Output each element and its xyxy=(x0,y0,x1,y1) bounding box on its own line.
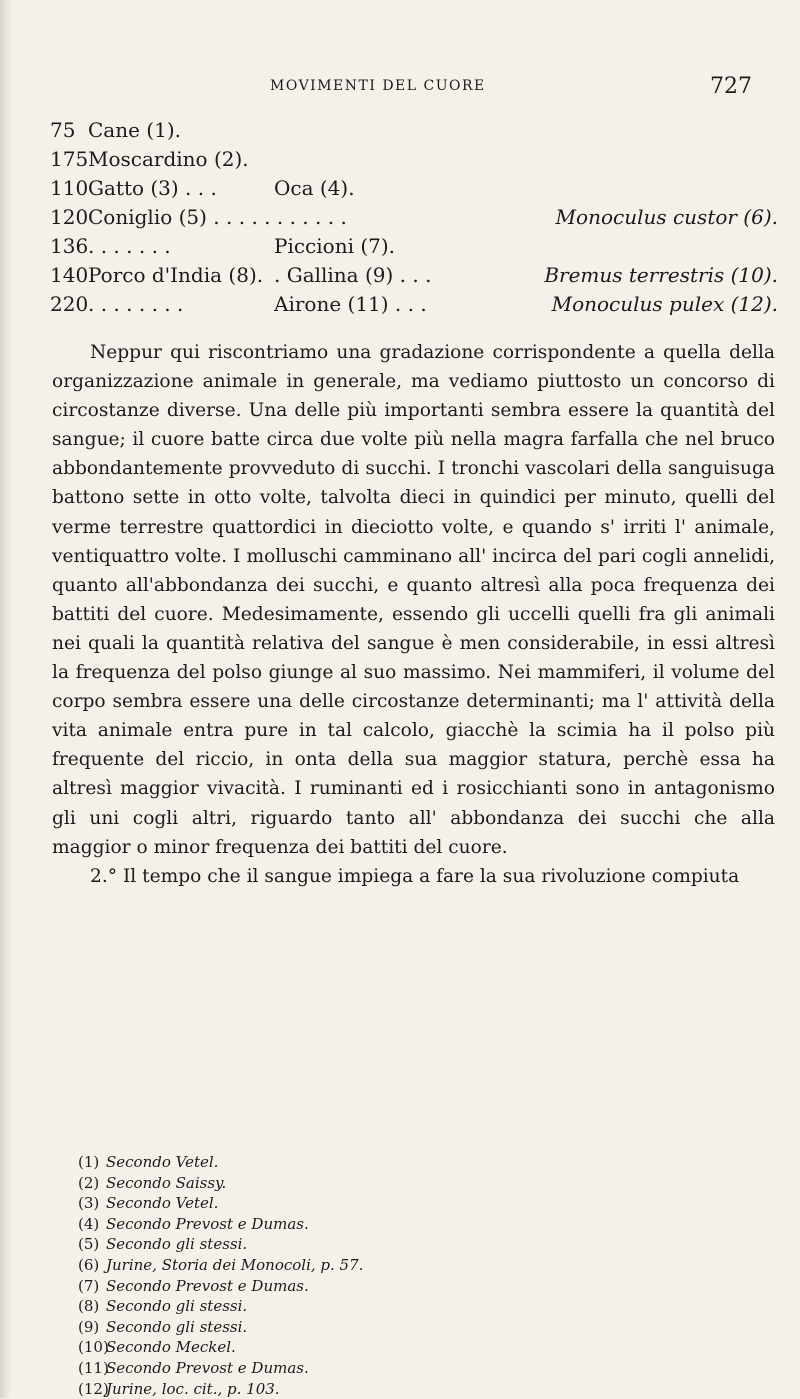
footnote-number: (2) xyxy=(78,1173,100,1192)
footnote-number: (7) xyxy=(78,1276,100,1295)
footnote-text: Secondo gli stessi. xyxy=(106,1317,248,1336)
footnote xyxy=(78,1296,678,1317)
table-row xyxy=(50,118,780,147)
footnote-text: Secondo Prevost e Dumas. xyxy=(106,1276,309,1295)
beats-value: 220 xyxy=(50,292,89,316)
footnote xyxy=(78,1214,678,1235)
footnote-number: (11) xyxy=(78,1358,109,1377)
page-gutter-shadow xyxy=(0,0,12,1398)
footnote xyxy=(78,1152,678,1173)
footnote xyxy=(78,1358,678,1379)
footnote-number: (4) xyxy=(78,1214,100,1233)
footnote-number: (12) xyxy=(78,1379,109,1398)
footnote-number: (6) xyxy=(78,1255,100,1274)
footnote xyxy=(78,1317,678,1338)
footnote xyxy=(78,1193,678,1214)
footnote-number: (3) xyxy=(78,1194,100,1213)
table-row xyxy=(50,263,780,292)
footnote-number: (1) xyxy=(78,1153,100,1171)
footnote xyxy=(78,1255,678,1276)
beats-value: 175 xyxy=(50,147,89,171)
footnote-number: (10) xyxy=(78,1338,109,1357)
footnote-text: Secondo Prevost e Dumas. xyxy=(106,1214,309,1233)
animal-name: Oca (4). xyxy=(274,176,355,200)
animal-name: Monoculus custor (6). xyxy=(555,205,778,229)
animal-name: . . . . . . . . xyxy=(88,292,184,316)
pulse-rate-table xyxy=(50,118,780,321)
animal-name: Moscardino (2). xyxy=(88,147,249,171)
body-text xyxy=(52,338,775,891)
footnote-number: (8) xyxy=(78,1297,100,1316)
running-head: MOVIMENTI DEL CUORE xyxy=(270,78,486,94)
animal-name: Coniglio (5) . . . . . . . . . . . xyxy=(88,205,347,229)
table-row xyxy=(50,292,780,321)
footnote xyxy=(78,1337,678,1358)
page-header xyxy=(0,74,800,102)
footnote-text: Secondo gli stessi. xyxy=(106,1235,248,1254)
footnotes xyxy=(78,1152,678,1399)
beats-value: 136 xyxy=(50,234,89,258)
footnote-text: Secondo Prevost e Dumas. xyxy=(106,1358,309,1377)
footnote-text: Secondo Saissy. xyxy=(106,1173,227,1192)
table-row xyxy=(50,234,780,263)
animal-name: Bremus terrestris (10). xyxy=(544,263,778,287)
beats-value: 120 xyxy=(50,205,89,229)
animal-name: Monoculus pulex (12). xyxy=(551,292,778,316)
animal-name: . Gallina (9) . . . xyxy=(274,263,432,287)
footnote-text: Secondo Meckel. xyxy=(106,1338,236,1357)
footnote-text: Jurine, Storia dei Monocoli, p. 57. xyxy=(106,1255,364,1274)
footnote-number: (9) xyxy=(78,1317,100,1336)
animal-name: Cane (1). xyxy=(88,118,181,142)
animal-name: Airone (11) . . . xyxy=(274,292,427,316)
beats-value: 140 xyxy=(50,263,89,287)
footnote-number: (5) xyxy=(78,1235,100,1254)
footnote xyxy=(78,1234,678,1255)
footnote xyxy=(78,1276,678,1297)
table-row xyxy=(50,205,780,234)
footnote xyxy=(78,1379,678,1399)
paragraph: 2.° Il tempo che il sangue impiega a fare la sua rivoluzione compiuta xyxy=(90,865,740,887)
animal-name: Porco d'India (8). xyxy=(88,263,264,287)
footnote-text: Secondo Vetel. xyxy=(106,1194,219,1213)
paragraph: Neppur qui riscontriamo una gradazione corrispondente a quella della organizzazione animale in generale, ma vediamo piuttosto un concorso di circostanze diverse. Una delle più importanti sembra essere la quantità del sangue; il cuore batte circa due volte più nella magra farfalla che nel bruco abbondantemente provveduto di succhi. I tronchi vascolari della sanguisuga battono sette in otto volte, talvolta dieci in quindici per minuto, quelli del verme terrestre quattordici in dieciotto volte, e quando s' irriti l' animale, ventiquattro volte. I molluschi camminano all' incirca del pari cogli annelidi, quanto all'abbondanza dei succhi, e quanto altresì alla poca frequenza dei battiti del cuore. Medesimamente, essendo gli uccelli quelli fra gli animali nei quali la quantità relativa del sangue è men considerabile, in essi altresì la frequenza del polso giunge al suo massimo. Nei mammiferi, il volume del corpo sembra essere una delle circostanze determinanti; ma l' attività della vita animale entra pure in tal calcolo, giacchè la scimia ha il polso più frequente del riccio, in onta della sua maggior statura, perchè essa ha altresì maggior vivacità. I ruminanti ed i rosicchianti sono in antagonismo gli uni cogli altri, riguardo tanto all' abbondanza dei succhi che alla maggior o minor frequenza dei battiti del cuore. xyxy=(52,342,775,858)
beats-value: 75 xyxy=(50,118,76,142)
page-number: 727 xyxy=(710,74,752,99)
footnote xyxy=(78,1173,678,1194)
animal-name: . . . . . . . xyxy=(88,234,171,258)
footnote-text: Secondo Vetel. xyxy=(106,1153,219,1171)
footnote-text: Secondo gli stessi. xyxy=(106,1297,248,1316)
table-row xyxy=(50,147,780,176)
footnote-text: Jurine, loc. cit., p. 103. xyxy=(106,1379,280,1398)
table-row xyxy=(50,176,780,205)
animal-name: Gatto (3) . . . xyxy=(88,176,217,200)
animal-name: Piccioni (7). xyxy=(274,234,396,258)
beats-value: 110 xyxy=(50,176,89,200)
